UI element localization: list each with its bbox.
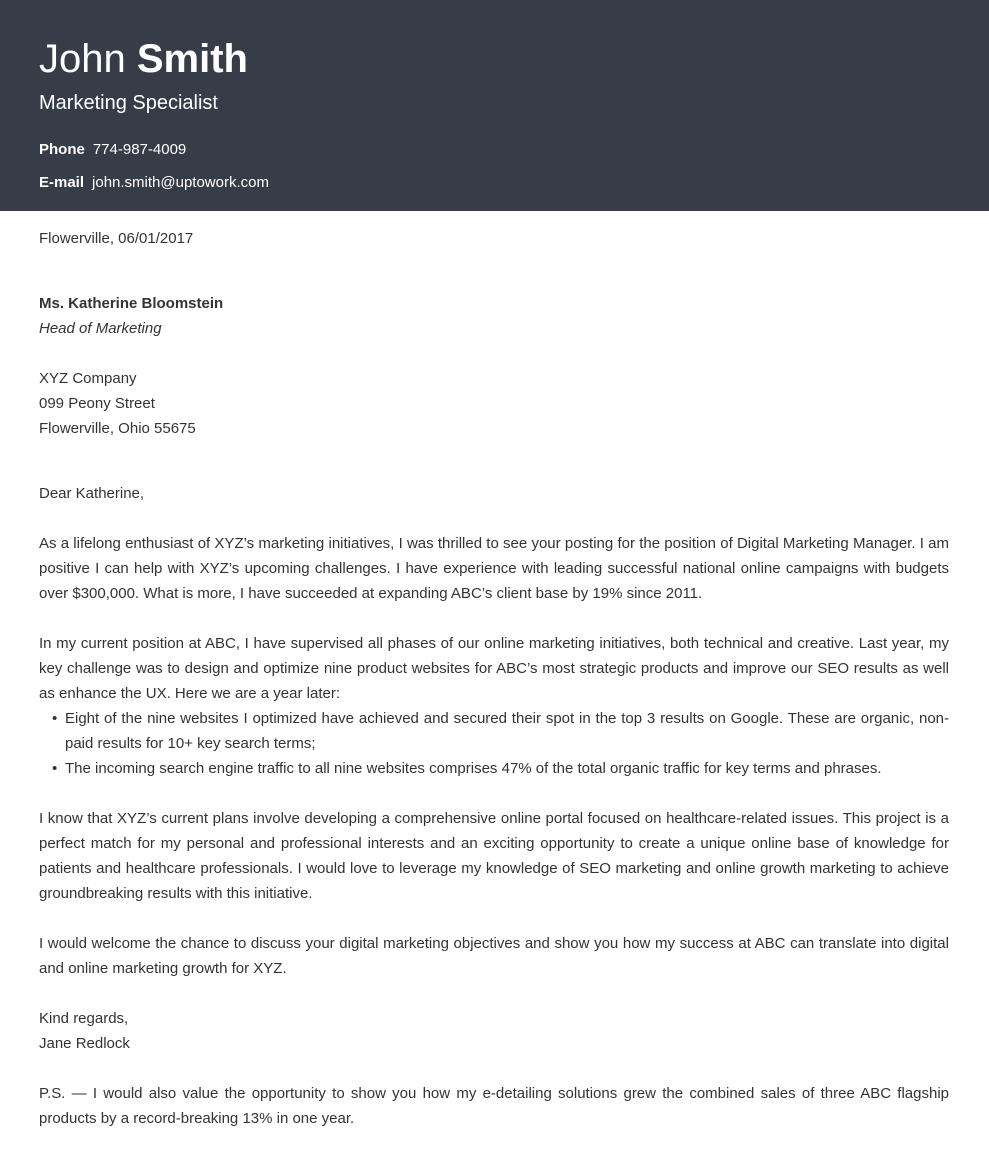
phone-label: Phone — [39, 141, 85, 158]
signature: Jane Redlock — [39, 1035, 130, 1052]
paragraph-intro: As a lifelong enthusiast of XYZ’s marketing initiatives, I was thrilled to see your posting for the position of Digital Marketing Manager. I am positive I can help with XYZ’s upcoming challenges. I have experience with leading successful national online campaigns with budgets over $300,000. What is more, I have succeeded at expanding ABC’s client base by 19% since 2011. — [39, 535, 949, 602]
resume-header — [0, 0, 989, 211]
bullet-text: The incoming search engine traffic to all nine websites comprises 47% of the total organic traffic for key terms and phrases. — [65, 760, 882, 777]
last-name: Smith — [136, 37, 248, 81]
bullet-icon: • — [52, 760, 58, 777]
recipient-street: 099 Peony Street — [39, 395, 155, 412]
applicant-name — [39, 36, 248, 82]
greeting: Dear Katherine, — [39, 485, 145, 502]
recipient-city: Flowerville, Ohio 55675 — [39, 420, 196, 437]
closing: Kind regards, — [39, 1010, 129, 1027]
bullet-icon: • — [52, 710, 58, 727]
postscript: P.S. — I would also value the opportunity to show you how my e-detailing solutions grew the combined sales of three ABC flagship products by a record-breaking 13% in one year. — [39, 1085, 949, 1127]
job-title: Marketing Specialist — [39, 92, 218, 114]
list-item — [39, 706, 949, 756]
email-row — [39, 173, 269, 193]
place-date: Flowerville, 06/01/2017 — [39, 230, 194, 247]
bullet-text: Eight of the nine websites I optimized have achieved and secured their spot in the top 3 results on Google. These are organic, non-paid results for 10+ key search terms; — [65, 710, 949, 752]
first-name: John — [39, 37, 126, 81]
phone-value: 774-987-4009 — [92, 141, 187, 158]
paragraph-welcome: I would welcome the chance to discuss your digital marketing objectives and show you how my success at ABC can translate into digital and online marketing growth for XYZ. — [39, 935, 949, 977]
recipient-name: Ms. Katherine Bloomstein — [39, 295, 224, 312]
recipient-company: XYZ Company — [39, 370, 137, 387]
paragraph-plans: I know that XYZ’s current plans involve developing a comprehensive online portal focused on healthcare-related issues. This project is a perfect match for my personal and professional interests and an exciting opportunity to create a unique online base of knowledge for patients and healthcare professionals. I would love to leverage my knowledge of SEO marketing and online growth marketing to achieve groundbreaking results with this initiative. — [39, 810, 949, 902]
list-item — [39, 756, 949, 781]
email-label: E-mail — [39, 174, 85, 191]
phone-row — [39, 140, 186, 160]
letter-body — [39, 226, 949, 1131]
recipient-position: Head of Marketing — [39, 320, 162, 337]
email-value[interactable]: john.smith@uptowork.com — [92, 174, 269, 191]
achievements-list — [39, 706, 949, 781]
paragraph-current-position: In my current position at ABC, I have supervised all phases of our online marketing initiatives, both technical and creative. Last year, my key challenge was to design and optimize nine product websites for ABC’s most strategic products and improve our SEO results as well as enhance the UX. Here we are a year later: — [39, 635, 949, 702]
